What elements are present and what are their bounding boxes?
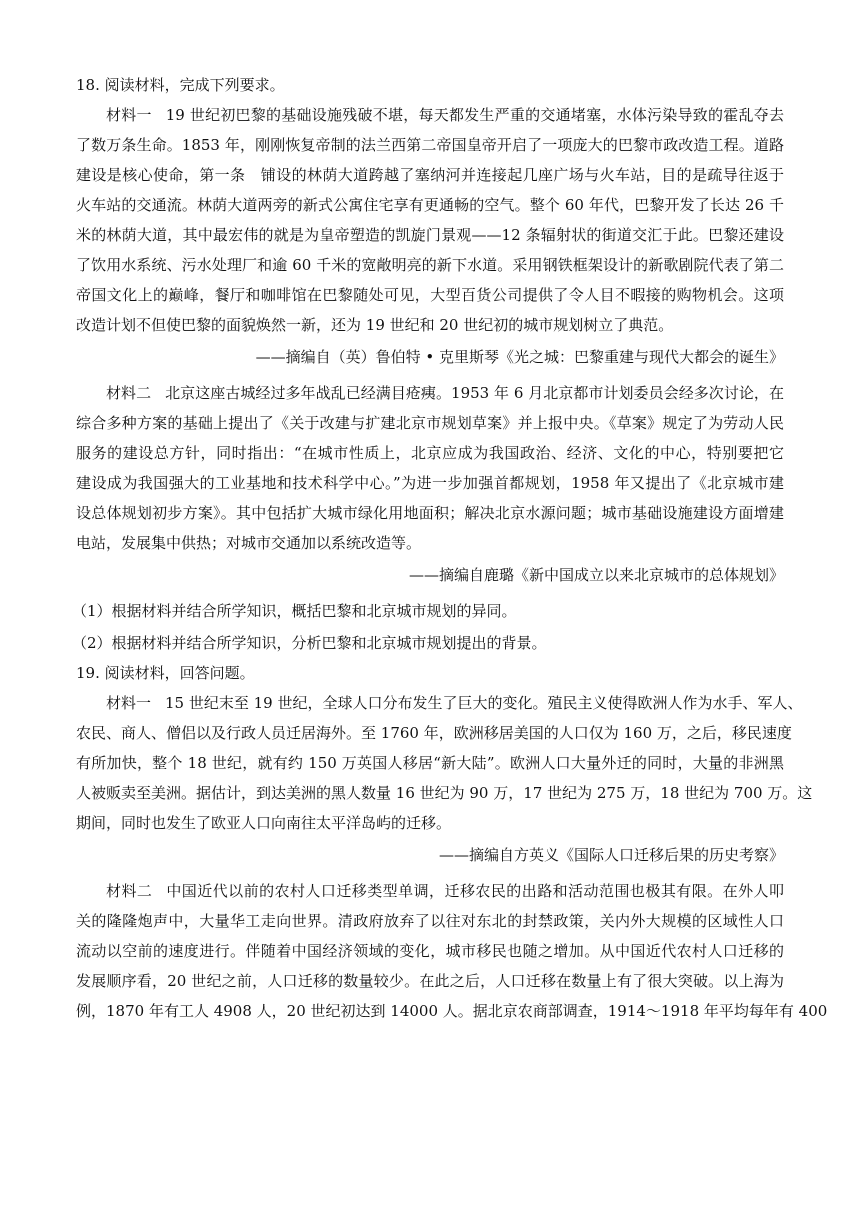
q18-m2-line-6: 电站，发展集中供热；对城市交通加以系统改造等。 xyxy=(76,534,422,552)
q18-m1-line-2: 了数万条生命。1853 年，刚刚恢复帝制的法兰西第二帝国皇帝开启了一项庞大的巴黎市政改造工程。道路 xyxy=(76,136,784,154)
q19-m2-line-4: 发展顺序看，20 世纪之前，人口迁移的数量较少。在此之后，人口迁移在数量上有了很大突破。以上海为 xyxy=(76,972,784,990)
q18-m2-source: ——摘编自鹿璐《新中国成立以来北京城市的总体规划》 xyxy=(408,566,784,584)
q18-m2-line-4: 建设成为我国强大的工业基地和技术科学中心。”为进一步加强首都规划，1958 年又提出了《北京城市建 xyxy=(76,474,784,492)
q18-material-2 xyxy=(76,378,784,590)
q18-m1-line-4: 火车站的交通流。林荫大道两旁的新式公寓住宅享有更通畅的空气。整个 60 年代，巴黎开发了长达 26 千 xyxy=(76,196,784,214)
q18-m2-line-5: 设总体规划初步方案》。其中包括扩大城市绿化用地面积；解决北京水源问题；城市基础设施建设方面增建 xyxy=(76,504,784,522)
q19-m2-line-5: 例，1870 年有工人 4908 人，20 世纪初达到 14000 人。据北京农商部调查，1914～1918 年平均每年有 400 xyxy=(76,1002,828,1020)
q19-m2-line-1: 材料二 中国近代以前的农村人口迁移类型单调，迁移农民的出路和活动范围也极其有限。在外人叩 xyxy=(106,882,784,900)
q19-m1-line-2: 农民、商人、僧侣以及行政人员迁居海外。至 1760 年，欧洲移居美国的人口仅为 160 万，之后，移民速度 xyxy=(76,724,792,742)
q18-m2-line-1: 材料二 北京这座古城经过多年战乱已经满目疮痍。1953 年 6 月北京都市计划委员会经多次讨论，在 xyxy=(106,384,784,402)
question-18-heading: 18. 阅读材料，完成下列要求。 xyxy=(76,76,285,94)
q18-m1-label: 材料一 xyxy=(106,106,152,124)
q19-m2-line-3: 流动以空前的速度进行。伴随着中国经济领域的变化，城市移民也随之增加。从中国近代农村人口迁移的 xyxy=(76,942,784,960)
q19-m2-line-2: 关的隆隆炮声中，大量华工走向世界。清政府放弃了以往对东北的封禁政策，关内外大规模的区域性人口 xyxy=(76,912,784,930)
q19-m1-source: ——摘编自方英义《国际人口迁移后果的历史考察》 xyxy=(438,846,784,864)
q18-m1-line-6: 了饮用水系统、污水处理厂和逾 60 千米的宽敞明亮的新下水道。采用钢铁框架设计的新歌剧院代表了第二 xyxy=(76,256,784,274)
q19-m1-line-3: 有所加快，整个 18 世纪，就有约 150 万英国人移居“新大陆”。欧洲人口大量外迁的同时，大量的非洲黑 xyxy=(76,754,784,772)
q18-m1-source: ——摘编自（英）鲁伯特 • 克里斯琴《光之城：巴黎重建与现代大都会的诞生》 xyxy=(255,348,784,366)
q19-m1-line-5: 期间，同时也发生了欧亚人口向南往太平洋岛屿的迁移。 xyxy=(76,814,452,832)
q18-material-1 xyxy=(76,100,784,372)
q18-m2-label: 材料二 xyxy=(106,384,152,402)
q18-m1-line-1: 材料一 19 世纪初巴黎的基础设施残破不堪，每天都发生严重的交通堵塞，水体污染导致的霍乱夺去 xyxy=(106,106,784,124)
q19-m1-line-1: 材料一 15 世纪末至 19 世纪，全球人口分布发生了巨大的变化。殖民主义使得欧洲人作为水手、军人、 xyxy=(106,694,803,712)
q19-material-1 xyxy=(76,688,813,870)
q18-m2-line-2: 综合多种方案的基础上提出了《关于改建与扩建北京市规划草案》并上报中央。《草案》规定了为劳动人民 xyxy=(76,414,784,432)
q18-m1-line-7: 帝国文化上的巅峰，餐厅和咖啡馆在巴黎随处可见，大型百货公司提供了令人目不暇接的购物机会。这项 xyxy=(76,286,784,304)
document-page xyxy=(72,70,828,1026)
q18-m1-line-8: 改造计划不但使巴黎的面貌焕然一新，还为 19 世纪和 20 世纪初的城市规划树立了典范。 xyxy=(76,316,674,334)
q18-m2-line-3: 服务的建设总方针，同时指出：“在城市性质上，北京应成为我国政治、经济、文化的中心，特别要把它 xyxy=(76,444,784,462)
q18-sub-question-1: （1）根据材料并结合所学知识，概括巴黎和北京城市规划的异同。 xyxy=(72,602,517,620)
q18-m1-line-3: 建设是核心使命，第一条 铺设的林荫大道跨越了塞纳河并连接起几座广场与火车站，目的是疏导往返于 xyxy=(76,166,784,184)
q18-m1-line-5: 米的林荫大道，其中最宏伟的就是为皇帝塑造的凯旋门景观——12 条辐射状的街道交汇于此。巴黎还建设 xyxy=(76,226,784,244)
q19-material-2 xyxy=(76,876,828,1026)
q19-m1-line-4: 人被贩卖至美洲。据估计，到达美洲的黑人数量 16 世纪为 90 万，17 世纪为 275 万，18 世纪为 700 万。这 xyxy=(76,784,813,802)
question-19-heading: 19. 阅读材料，回答问题。 xyxy=(76,664,255,682)
q18-sub-question-2: （2）根据材料并结合所学知识，分析巴黎和北京城市规划提出的背景。 xyxy=(72,634,547,652)
q19-m1-label: 材料一 xyxy=(106,694,152,712)
q19-m2-label: 材料二 xyxy=(106,882,153,900)
